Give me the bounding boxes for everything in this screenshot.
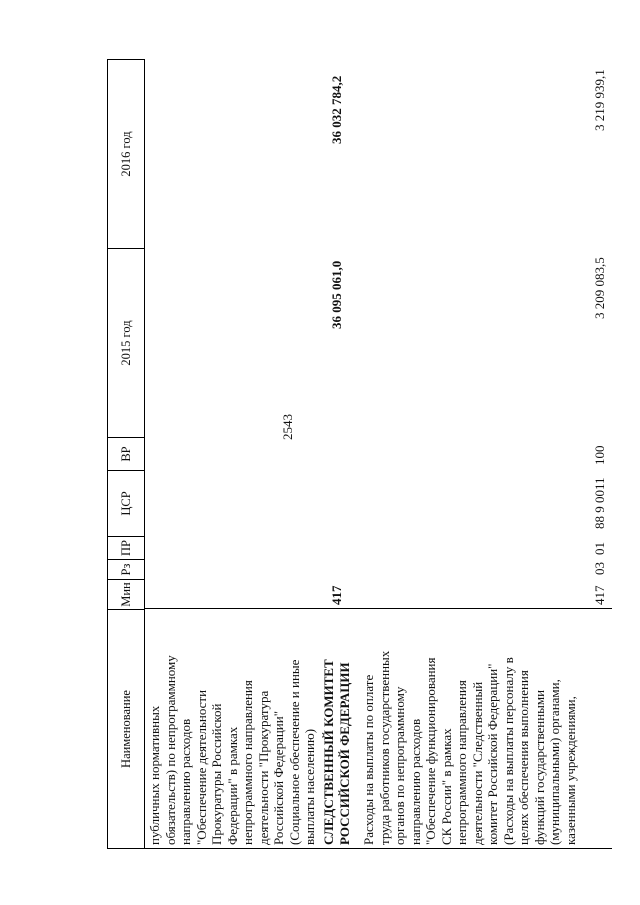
text-line: функций государственными bbox=[531, 689, 547, 845]
text-line: публичных нормативных bbox=[147, 705, 162, 845]
grid-line bbox=[145, 848, 612, 849]
text-line: (Социальное обеспечение и иные bbox=[286, 659, 302, 845]
text-line: непрограммного направления bbox=[454, 680, 469, 845]
row-salary-min: 417 bbox=[592, 585, 607, 605]
row-committee-name bbox=[321, 613, 352, 845]
text-line: Прокуратуры Российской bbox=[209, 703, 224, 845]
text-line: направлению расходов bbox=[407, 718, 423, 845]
row-salary-vr: 100 bbox=[592, 445, 607, 465]
text-line: целях обеспечения выполнения bbox=[516, 670, 531, 845]
text-line: "Обеспечение функционирования bbox=[423, 657, 438, 845]
row-salary-2015: 3 209 083,5 bbox=[592, 257, 607, 319]
row-committee-2016: 36 032 784,2 bbox=[329, 75, 344, 144]
text-line: обязательств) по непрограммному bbox=[162, 655, 178, 845]
table-header bbox=[107, 59, 145, 849]
text-line: органов по непрограммному bbox=[392, 686, 407, 845]
text-line: РОССИЙСКОЙ ФЕДЕРАЦИИ bbox=[336, 662, 352, 845]
text-line: казенными учреждениями, bbox=[562, 696, 578, 845]
text-line: труда работников государственных bbox=[376, 650, 392, 845]
row-committee-2015: 36 095 061,0 bbox=[329, 260, 344, 329]
page-number: 2543 bbox=[280, 414, 295, 440]
budget-table bbox=[107, 59, 612, 849]
text-line: Российской Федерации" bbox=[271, 710, 286, 845]
text-line: деятельности "Следственный bbox=[469, 681, 485, 845]
text-line: Расходы на выплаты по оплате bbox=[361, 674, 376, 845]
header-vr: ВР bbox=[108, 437, 145, 470]
header-csr: ЦСР bbox=[108, 470, 145, 536]
header-2015: 2015 год bbox=[108, 248, 145, 437]
row-continuation-name bbox=[147, 613, 318, 845]
row-salary-csr: 88 9 0011 bbox=[592, 477, 607, 529]
text-line: СК России" в рамках bbox=[438, 728, 454, 845]
header-name: Наименование bbox=[108, 609, 145, 849]
text-line: (муниципальными) органами, bbox=[547, 679, 562, 845]
text-line: выплаты населению) bbox=[302, 728, 317, 845]
row-salary-pr: 01 bbox=[592, 542, 607, 555]
text-line: деятельности "Прокуратура bbox=[255, 690, 271, 845]
header-pr: ПР bbox=[108, 536, 145, 559]
text-line: (Расходы на выплаты персоналу в bbox=[500, 657, 516, 845]
grid-line bbox=[145, 608, 612, 609]
row-salary-2016: 3 219 939,1 bbox=[592, 69, 607, 131]
text-line: СЛЕДСТВЕННЫЙ КОМИТЕТ bbox=[321, 659, 336, 845]
row-committee-min: 417 bbox=[329, 585, 344, 605]
header-min: Мин bbox=[108, 579, 145, 609]
text-line: направлению расходов bbox=[178, 718, 193, 845]
text-line: непрограммного направления bbox=[240, 680, 255, 845]
header-rz: Рз bbox=[108, 559, 145, 579]
text-line: комитет Российской Федерации" bbox=[485, 663, 500, 845]
header-2016: 2016 год bbox=[108, 59, 145, 248]
row-salary-name bbox=[361, 613, 578, 845]
text-line: "Обеспечение деятельности bbox=[193, 689, 209, 845]
text-line: Федерации" в рамках bbox=[224, 726, 240, 845]
row-salary-rz: 03 bbox=[592, 562, 607, 575]
